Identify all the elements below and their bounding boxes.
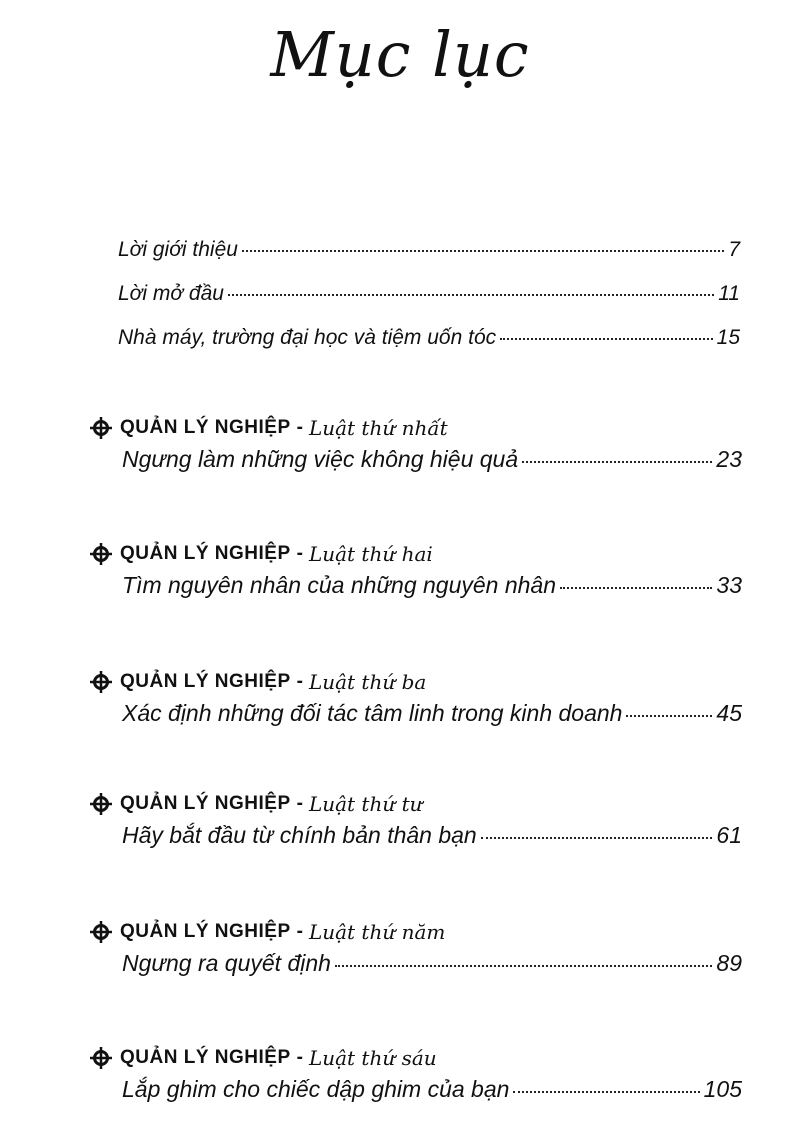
toc-entry[interactable] [122,950,742,998]
heading-dash: - [296,671,303,692]
chapter-heading [90,664,742,700]
toc-entry[interactable] [122,572,742,620]
compass-bullet-icon [90,543,112,565]
toc-entry[interactable] [122,446,742,494]
dot-leader [228,294,714,296]
chapter-rule: Luật thứ sáu [308,1046,437,1070]
compass-bullet-icon [90,671,112,693]
toc-page-number: 105 [703,1076,742,1102]
toc-entry-label: Lời mở đầu [118,282,224,305]
chapter-rule: Luật thứ năm [308,920,446,944]
dot-leader [560,587,712,589]
heading-dash: - [296,921,303,942]
chapter-section [90,536,742,620]
toc-entry-label: Tìm nguyên nhân của những nguyên nhân [122,572,557,598]
chapter-heading [90,410,742,446]
chapter-rule: Luật thứ ba [308,670,427,694]
toc-page-number: 23 [716,446,742,472]
chapter-heading [90,786,742,822]
page-title: Mục lục [270,18,530,91]
toc-page-number: 15 [716,326,740,349]
toc-entry-label: Ngưng ra quyết định [122,950,331,976]
chapter-section [90,914,742,998]
toc-entry[interactable] [122,700,742,748]
toc-page-number: 45 [716,700,742,726]
toc-page-number: 89 [716,950,742,976]
toc-page-number: 61 [716,822,742,848]
toc-page-number: 33 [716,572,742,598]
toc-entry[interactable] [118,326,740,370]
heading-dash: - [296,793,303,814]
toc-entry-label: Nhà máy, trường đại học và tiệm uốn tóc [118,326,497,349]
toc-entry-label: Ngưng làm những việc không hiệu quả [122,446,519,472]
dot-leader [500,338,713,340]
chapter-section [90,664,742,748]
chapter-heading-label: QUẢN LÝ NGHIỆP [120,417,291,438]
heading-dash: - [296,543,303,564]
dot-leader [513,1091,699,1093]
chapter-heading-label: QUẢN LÝ NGHIỆP [120,671,291,692]
toc-entry[interactable] [118,238,740,282]
chapter-rule: Luật thứ tư [308,792,423,816]
chapter-rule: Luật thứ hai [308,542,433,566]
chapter-section [90,786,742,870]
compass-bullet-icon [90,921,112,943]
chapter-rule: Luật thứ nhất [308,416,448,440]
heading-dash: - [296,1047,303,1068]
compass-bullet-icon [90,417,112,439]
dot-leader [626,715,712,717]
chapter-section [90,1040,742,1124]
chapter-heading-label: QUẢN LÝ NGHIỆP [120,1047,291,1068]
dot-leader [481,837,713,839]
compass-bullet-icon [90,793,112,815]
dot-leader [242,250,724,252]
intro-list [118,238,740,370]
compass-bullet-icon [90,1047,112,1069]
dot-leader [522,461,712,463]
toc-entry[interactable] [122,822,742,870]
chapter-heading-label: QUẢN LÝ NGHIỆP [120,793,291,814]
toc-entry-label: Lời giới thiệu [118,238,238,261]
chapter-heading-label: QUẢN LÝ NGHIỆP [120,921,291,942]
chapter-heading [90,536,742,572]
chapter-heading [90,914,742,950]
chapter-heading [90,1040,742,1076]
toc-entry[interactable] [122,1076,742,1124]
toc-page-number: 7 [728,238,740,261]
toc-entry-label: Xác định những đối tác tâm linh trong kinh doanh [122,700,623,726]
dot-leader [335,965,712,967]
chapter-section [90,410,742,494]
toc-entry-label: Hãy bắt đầu từ chính bản thân bạn [122,822,477,848]
toc-entry-label: Lắp ghim cho chiếc dập ghim của bạn [122,1076,510,1102]
toc-entry[interactable] [118,282,740,326]
toc-page-number: 11 [718,282,740,305]
chapter-heading-label: QUẢN LÝ NGHIỆP [120,543,291,564]
heading-dash: - [296,417,303,438]
